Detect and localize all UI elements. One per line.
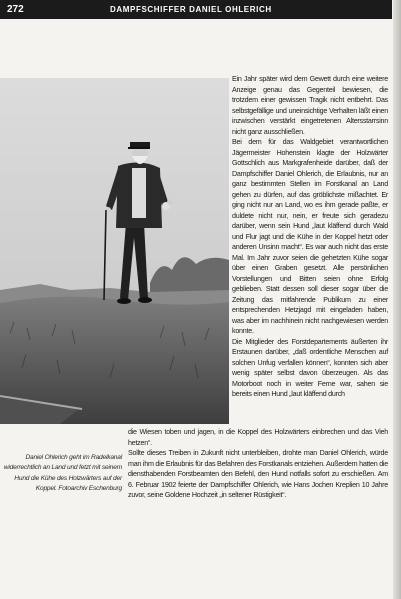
paragraph: Ein Jahr später wird dem Gewett durch eine weitere Anzeige genau das Gegenteil bewiesen, die trotzdem einer gewissen Tragik nicht entbehrt. Das selbstgefällige und uneinsichtige Verhalten läßt einen inzwischen verstärkt eingetretenen Altersstarrsinn nicht ganz ausschließen. — [232, 75, 388, 136]
running-head-title: DAMPFSCHIFFER DANIEL OHLERICH — [110, 5, 272, 14]
running-header — [0, 0, 392, 19]
article-bottom-column — [128, 427, 388, 501]
paragraph: die Wiesen toben und jagen, in die Koppel des Holzwärters einbrechen und das Vieh hetzen“. — [128, 428, 388, 447]
paragraph: Bei dem für das Waldgebiet verantwortlichen Jägermeister Hohenstein klagte der Holzwärter Gottschlich aus Markgrafenheide darüber, daß der Dampfschiffer Daniel Ohlerich, die Erlaubnis, nur an ganz bestimmten Stellen im Forstkanal an Land gehen zu dürfen, auf das gröblichste mißachtet. Er ging nicht nur an Land, wo es ihm gerade paßte, er duldete nicht nur, nein, er freute sich geradezu darüber, wenn sein Hund „laut kläffend durch Wald und Flur jagt und die Kühe in der Koppel hetzt oder anderen Unsinn macht“. Es war auch nicht das erste Mal. Im Jahr zuvor seien die gehetzten Kühe sogar über einen Graben gesetzt. Alle persönlichen Vorstellungen und Bitten seien ohne Erfolg geblieben. Statt dessen soll dieser sogar über die Zeitung das mitfahrende Publikum zu einer entsprechenden Hetzjagd mit eingeladen haben, was aber im nachhinein nicht nachgewiesen werden konnte. — [232, 138, 388, 335]
paragraph: Die Mitglieder des Forstdepartements äußerten ihr Erstaunen darüber, „daß ordentliche Menschen auf solchen Unfug verfallen können“, konnten sich aber wenig später selbst davon überzeugen. Als das Motorboot noch in weiter Ferne war, sahen sie bereits einen Hund „laut kläffend durch — [232, 337, 388, 398]
article-right-column — [232, 74, 388, 400]
page-edge — [393, 0, 401, 599]
photo-caption: Daniel Ohlerich geht im Radelkanal widerrechtlich an Land und fetzt mit seinem Hund die Kühe des Holzwärters auf der Koppel. Fotoarchiv Eschenburg — [3, 454, 122, 493]
paragraph: Sollte dieses Treiben in Zukunft nicht unterbleiben, drohte man Daniel Ohlerich, würde man ihm die Erlaubnis für das Befahren des Forstkanals entziehen. Außerdem hatten die diensthabenden Forstbeamten den Befehl, den Hund notfalls sofort zu erschießen. Am 6. Februar 1902 feierte der Dampfschiffer Ohlerich, wie Hans Jochen Kreplien 10 Jahre zuvor, seine Goldene Hochzeit „in seltener Rüstigkeit“. — [128, 449, 388, 499]
historical-photo — [0, 78, 229, 424]
photo-man-with-cane-icon — [0, 78, 229, 424]
page-number: 272 — [7, 4, 24, 15]
